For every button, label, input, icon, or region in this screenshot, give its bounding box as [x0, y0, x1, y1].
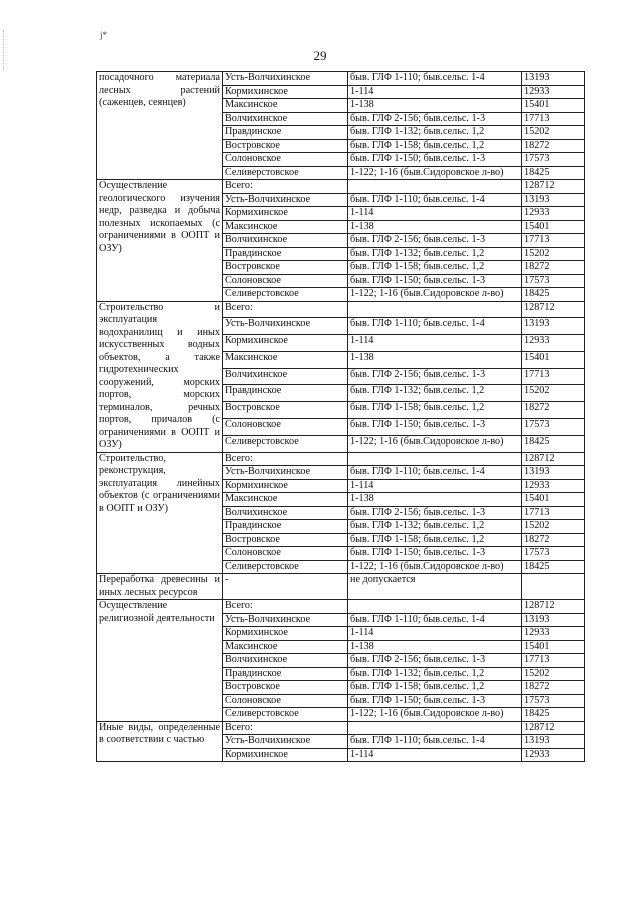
forestry-cell: Кормихинское	[223, 207, 348, 221]
forestry-cell: Усть-Волчихинское	[223, 613, 348, 627]
area-cell: 12933	[522, 85, 585, 99]
quarters-cell: быв. ГЛФ 1-110; быв.сельс. 1-4	[348, 193, 522, 207]
forestry-cell: Солоновское	[223, 694, 348, 708]
area-cell: 18425	[522, 288, 585, 302]
forestry-cell: Всего:	[223, 180, 348, 194]
forestry-cell: Максинское	[223, 351, 348, 368]
area-cell: 15401	[522, 640, 585, 654]
area-cell: 12933	[522, 627, 585, 641]
forestry-cell: Кормихинское	[223, 85, 348, 99]
quarters-cell: 1-114	[348, 627, 522, 641]
table-row	[97, 721, 585, 735]
area-cell: 15401	[522, 220, 585, 234]
area-cell: 17573	[522, 694, 585, 708]
quarters-cell: 1-138	[348, 220, 522, 234]
area-cell: 128712	[522, 180, 585, 194]
quarters-cell: быв. ГЛФ 1-150; быв.сельс. 1-3	[348, 418, 522, 435]
quarters-cell: быв. ГЛФ 2-156; быв.сельс. 1-3	[348, 506, 522, 520]
area-cell: 18425	[522, 166, 585, 180]
area-cell: 12933	[522, 748, 585, 762]
activity-cell: Строительство, реконструкция, эксплуатация линейных объектов (с ограничениями в ООПТ и ОЗУ)	[97, 452, 223, 574]
forestry-cell: Волчихинское	[223, 654, 348, 668]
quarters-cell: быв. ГЛФ 1-158; быв.сельс. 1,2	[348, 261, 522, 275]
area-cell: 17573	[522, 274, 585, 288]
area-cell: 15401	[522, 493, 585, 507]
forestry-cell: Кормихинское	[223, 335, 348, 352]
quarters-cell	[348, 452, 522, 466]
forestry-cell: Волчихинское	[223, 368, 348, 385]
area-cell: 13193	[522, 735, 585, 749]
quarters-cell: быв. ГЛФ 1-110; быв.сельс. 1-4	[348, 735, 522, 749]
activity-cell: Осуществление религиозной деятельности	[97, 600, 223, 722]
activity-cell: Переработка древесины и иных лесных ресурсов	[97, 574, 223, 600]
forestry-cell: Солоновское	[223, 274, 348, 288]
area-cell: 13193	[522, 466, 585, 480]
quarters-cell: быв. ГЛФ 2-156; быв.сельс. 1-3	[348, 654, 522, 668]
forestry-cell: Правдинское	[223, 247, 348, 261]
activity-cell: Осуществление геологического изучения недр, разведка и добыча полезных ископаемых (с ограничениями в ООПТ и ОЗУ)	[97, 180, 223, 302]
area-cell: 17713	[522, 112, 585, 126]
activity-cell: Строительство и эксплуатация водохранилищ и иных искусственных водных объектов, а также гидротехнических сооружений, морских портов, морских терминалов, речных портов, причалов (с ограничениями в ООПТ и ОЗУ)	[97, 301, 223, 452]
quarters-cell	[348, 600, 522, 614]
area-cell: 13193	[522, 72, 585, 86]
area-cell: 15401	[522, 99, 585, 113]
forestry-cell: Правдинское	[223, 126, 348, 140]
quarters-cell: быв. ГЛФ 1-132; быв.сельс. 1,2	[348, 247, 522, 261]
quarters-cell: 1-122; 1-16 (быв.Сидоровское л-во)	[348, 560, 522, 574]
area-cell: 128712	[522, 721, 585, 735]
table-row	[97, 600, 585, 614]
quarters-cell: быв. ГЛФ 1-158; быв.сельс. 1,2	[348, 402, 522, 419]
quarters-cell: 1-138	[348, 351, 522, 368]
quarters-cell: 1-138	[348, 99, 522, 113]
quarters-cell: быв. ГЛФ 1-110; быв.сельс. 1-4	[348, 72, 522, 86]
area-cell: 15202	[522, 247, 585, 261]
quarters-cell: быв. ГЛФ 1-132; быв.сельс. 1,2	[348, 385, 522, 402]
area-cell: 13193	[522, 193, 585, 207]
forestry-cell: Всего:	[223, 301, 348, 318]
table-row	[97, 452, 585, 466]
table-body	[97, 72, 585, 762]
forestry-cell: Усть-Волчихинское	[223, 735, 348, 749]
area-cell: 17713	[522, 368, 585, 385]
area-cell: 15202	[522, 126, 585, 140]
area-cell: 18425	[522, 435, 585, 452]
forestry-cell: Селиверстовское	[223, 708, 348, 722]
forestry-cell: Селиверстовское	[223, 560, 348, 574]
quarters-cell: быв. ГЛФ 2-156; быв.сельс. 1-3	[348, 368, 522, 385]
forestry-cell: Всего:	[223, 600, 348, 614]
table-row	[97, 574, 585, 600]
quarters-cell: 1-114	[348, 479, 522, 493]
forestry-cell: Усть-Волчихинское	[223, 193, 348, 207]
quarters-cell: быв. ГЛФ 1-158; быв.сельс. 1,2	[348, 533, 522, 547]
quarters-cell	[348, 301, 522, 318]
quarters-cell: 1-114	[348, 335, 522, 352]
forestry-cell: Волчихинское	[223, 506, 348, 520]
area-cell: 128712	[522, 452, 585, 466]
forestry-cell: Волчихинское	[223, 234, 348, 248]
table-row	[97, 301, 585, 318]
area-cell: 15202	[522, 385, 585, 402]
quarters-cell: быв. ГЛФ 1-110; быв.сельс. 1-4	[348, 466, 522, 480]
forestry-cell: Волчихинское	[223, 112, 348, 126]
area-cell: 12933	[522, 335, 585, 352]
quarters-cell: 1-114	[348, 85, 522, 99]
quarters-cell: быв. ГЛФ 1-150; быв.сельс. 1-3	[348, 547, 522, 561]
quarters-cell: 1-114	[348, 207, 522, 221]
forestry-cell: Максинское	[223, 493, 348, 507]
area-cell: 12933	[522, 479, 585, 493]
forestry-cell: Селиверстовское	[223, 435, 348, 452]
area-cell: 17573	[522, 153, 585, 167]
quarters-cell: быв. ГЛФ 1-110; быв.сельс. 1-4	[348, 318, 522, 335]
area-cell: 17713	[522, 654, 585, 668]
activity-cell: посадочного материала лесных растений (саженцев, сеянцев)	[97, 72, 223, 180]
quarters-cell: 1-122; 1-16 (быв.Сидоровское л-во)	[348, 166, 522, 180]
area-cell: 15202	[522, 520, 585, 534]
quarters-cell: быв. ГЛФ 1-132; быв.сельс. 1,2	[348, 667, 522, 681]
page-number: 29	[313, 48, 327, 63]
forestry-cell: Востровское	[223, 533, 348, 547]
forestry-cell: Солоновское	[223, 547, 348, 561]
forestry-cell: Солоновское	[223, 153, 348, 167]
forestry-cell: Селиверстовское	[223, 288, 348, 302]
quarters-cell: не допускается	[348, 574, 522, 600]
quarters-cell: быв. ГЛФ 1-132; быв.сельс. 1,2	[348, 520, 522, 534]
forestry-cell: Правдинское	[223, 385, 348, 402]
quarters-cell: 1-114	[348, 748, 522, 762]
forestry-cell: -	[223, 574, 348, 600]
scan-corner-mark: j*	[100, 30, 108, 40]
forestry-cell: Востровское	[223, 681, 348, 695]
area-cell: 128712	[522, 301, 585, 318]
forestry-cell: Правдинское	[223, 667, 348, 681]
quarters-cell: 1-138	[348, 493, 522, 507]
quarters-cell	[348, 721, 522, 735]
area-cell: 18272	[522, 533, 585, 547]
forestry-cell: Усть-Волчихинское	[223, 466, 348, 480]
forestry-cell: Солоновское	[223, 418, 348, 435]
forestry-cell: Кормихинское	[223, 627, 348, 641]
area-cell: 15202	[522, 667, 585, 681]
area-cell: 18272	[522, 261, 585, 275]
table-row	[97, 72, 585, 86]
forestry-cell: Всего:	[223, 452, 348, 466]
forestry-cell: Востровское	[223, 261, 348, 275]
area-cell: 18272	[522, 681, 585, 695]
forestry-cell: Правдинское	[223, 520, 348, 534]
forestry-cell: Максинское	[223, 640, 348, 654]
quarters-cell: быв. ГЛФ 1-150; быв.сельс. 1-3	[348, 274, 522, 288]
quarters-cell: быв. ГЛФ 1-132; быв.сельс. 1,2	[348, 126, 522, 140]
forestry-cell: Востровское	[223, 139, 348, 153]
area-cell: 17573	[522, 547, 585, 561]
area-cell: 18425	[522, 708, 585, 722]
quarters-cell	[348, 180, 522, 194]
area-cell: 13193	[522, 318, 585, 335]
quarters-cell: быв. ГЛФ 2-156; быв.сельс. 1-3	[348, 112, 522, 126]
forestry-cell: Максинское	[223, 220, 348, 234]
quarters-cell: быв. ГЛФ 1-158; быв.сельс. 1,2	[348, 681, 522, 695]
quarters-cell: 1-138	[348, 640, 522, 654]
forestry-cell: Кормихинское	[223, 748, 348, 762]
forestry-cell: Усть-Волчихинское	[223, 318, 348, 335]
area-cell: 18425	[522, 560, 585, 574]
activity-cell: Иные виды, определенные в соответствии с частью	[97, 721, 223, 762]
quarters-cell: 1-122; 1-16 (быв.Сидоровское л-во)	[348, 708, 522, 722]
quarters-cell: быв. ГЛФ 1-110; быв.сельс. 1-4	[348, 613, 522, 627]
table-row	[97, 180, 585, 194]
forestry-cell: Кормихинское	[223, 479, 348, 493]
forestry-cell: Всего:	[223, 721, 348, 735]
forestry-cell: Максинское	[223, 99, 348, 113]
area-cell: 17713	[522, 506, 585, 520]
quarters-cell: быв. ГЛФ 1-158; быв.сельс. 1,2	[348, 139, 522, 153]
area-cell: 13193	[522, 613, 585, 627]
quarters-cell: быв. ГЛФ 1-150; быв.сельс. 1-3	[348, 694, 522, 708]
forestry-cell: Востровское	[223, 402, 348, 419]
forestry-cell: Селиверстовское	[223, 166, 348, 180]
area-cell: 18272	[522, 402, 585, 419]
quarters-cell: быв. ГЛФ 1-150; быв.сельс. 1-3	[348, 153, 522, 167]
forestry-activities-table	[96, 71, 585, 762]
area-cell: 18272	[522, 139, 585, 153]
area-cell: 17713	[522, 234, 585, 248]
forestry-cell: Усть-Волчихинское	[223, 72, 348, 86]
area-cell: 17573	[522, 418, 585, 435]
area-cell: 128712	[522, 600, 585, 614]
area-cell	[522, 574, 585, 600]
quarters-cell: 1-122; 1-16 (быв.Сидоровское л-во)	[348, 288, 522, 302]
quarters-cell: быв. ГЛФ 2-156; быв.сельс. 1-3	[348, 234, 522, 248]
area-cell: 15401	[522, 351, 585, 368]
quarters-cell: 1-122; 1-16 (быв.Сидоровское л-во)	[348, 435, 522, 452]
area-cell: 12933	[522, 207, 585, 221]
